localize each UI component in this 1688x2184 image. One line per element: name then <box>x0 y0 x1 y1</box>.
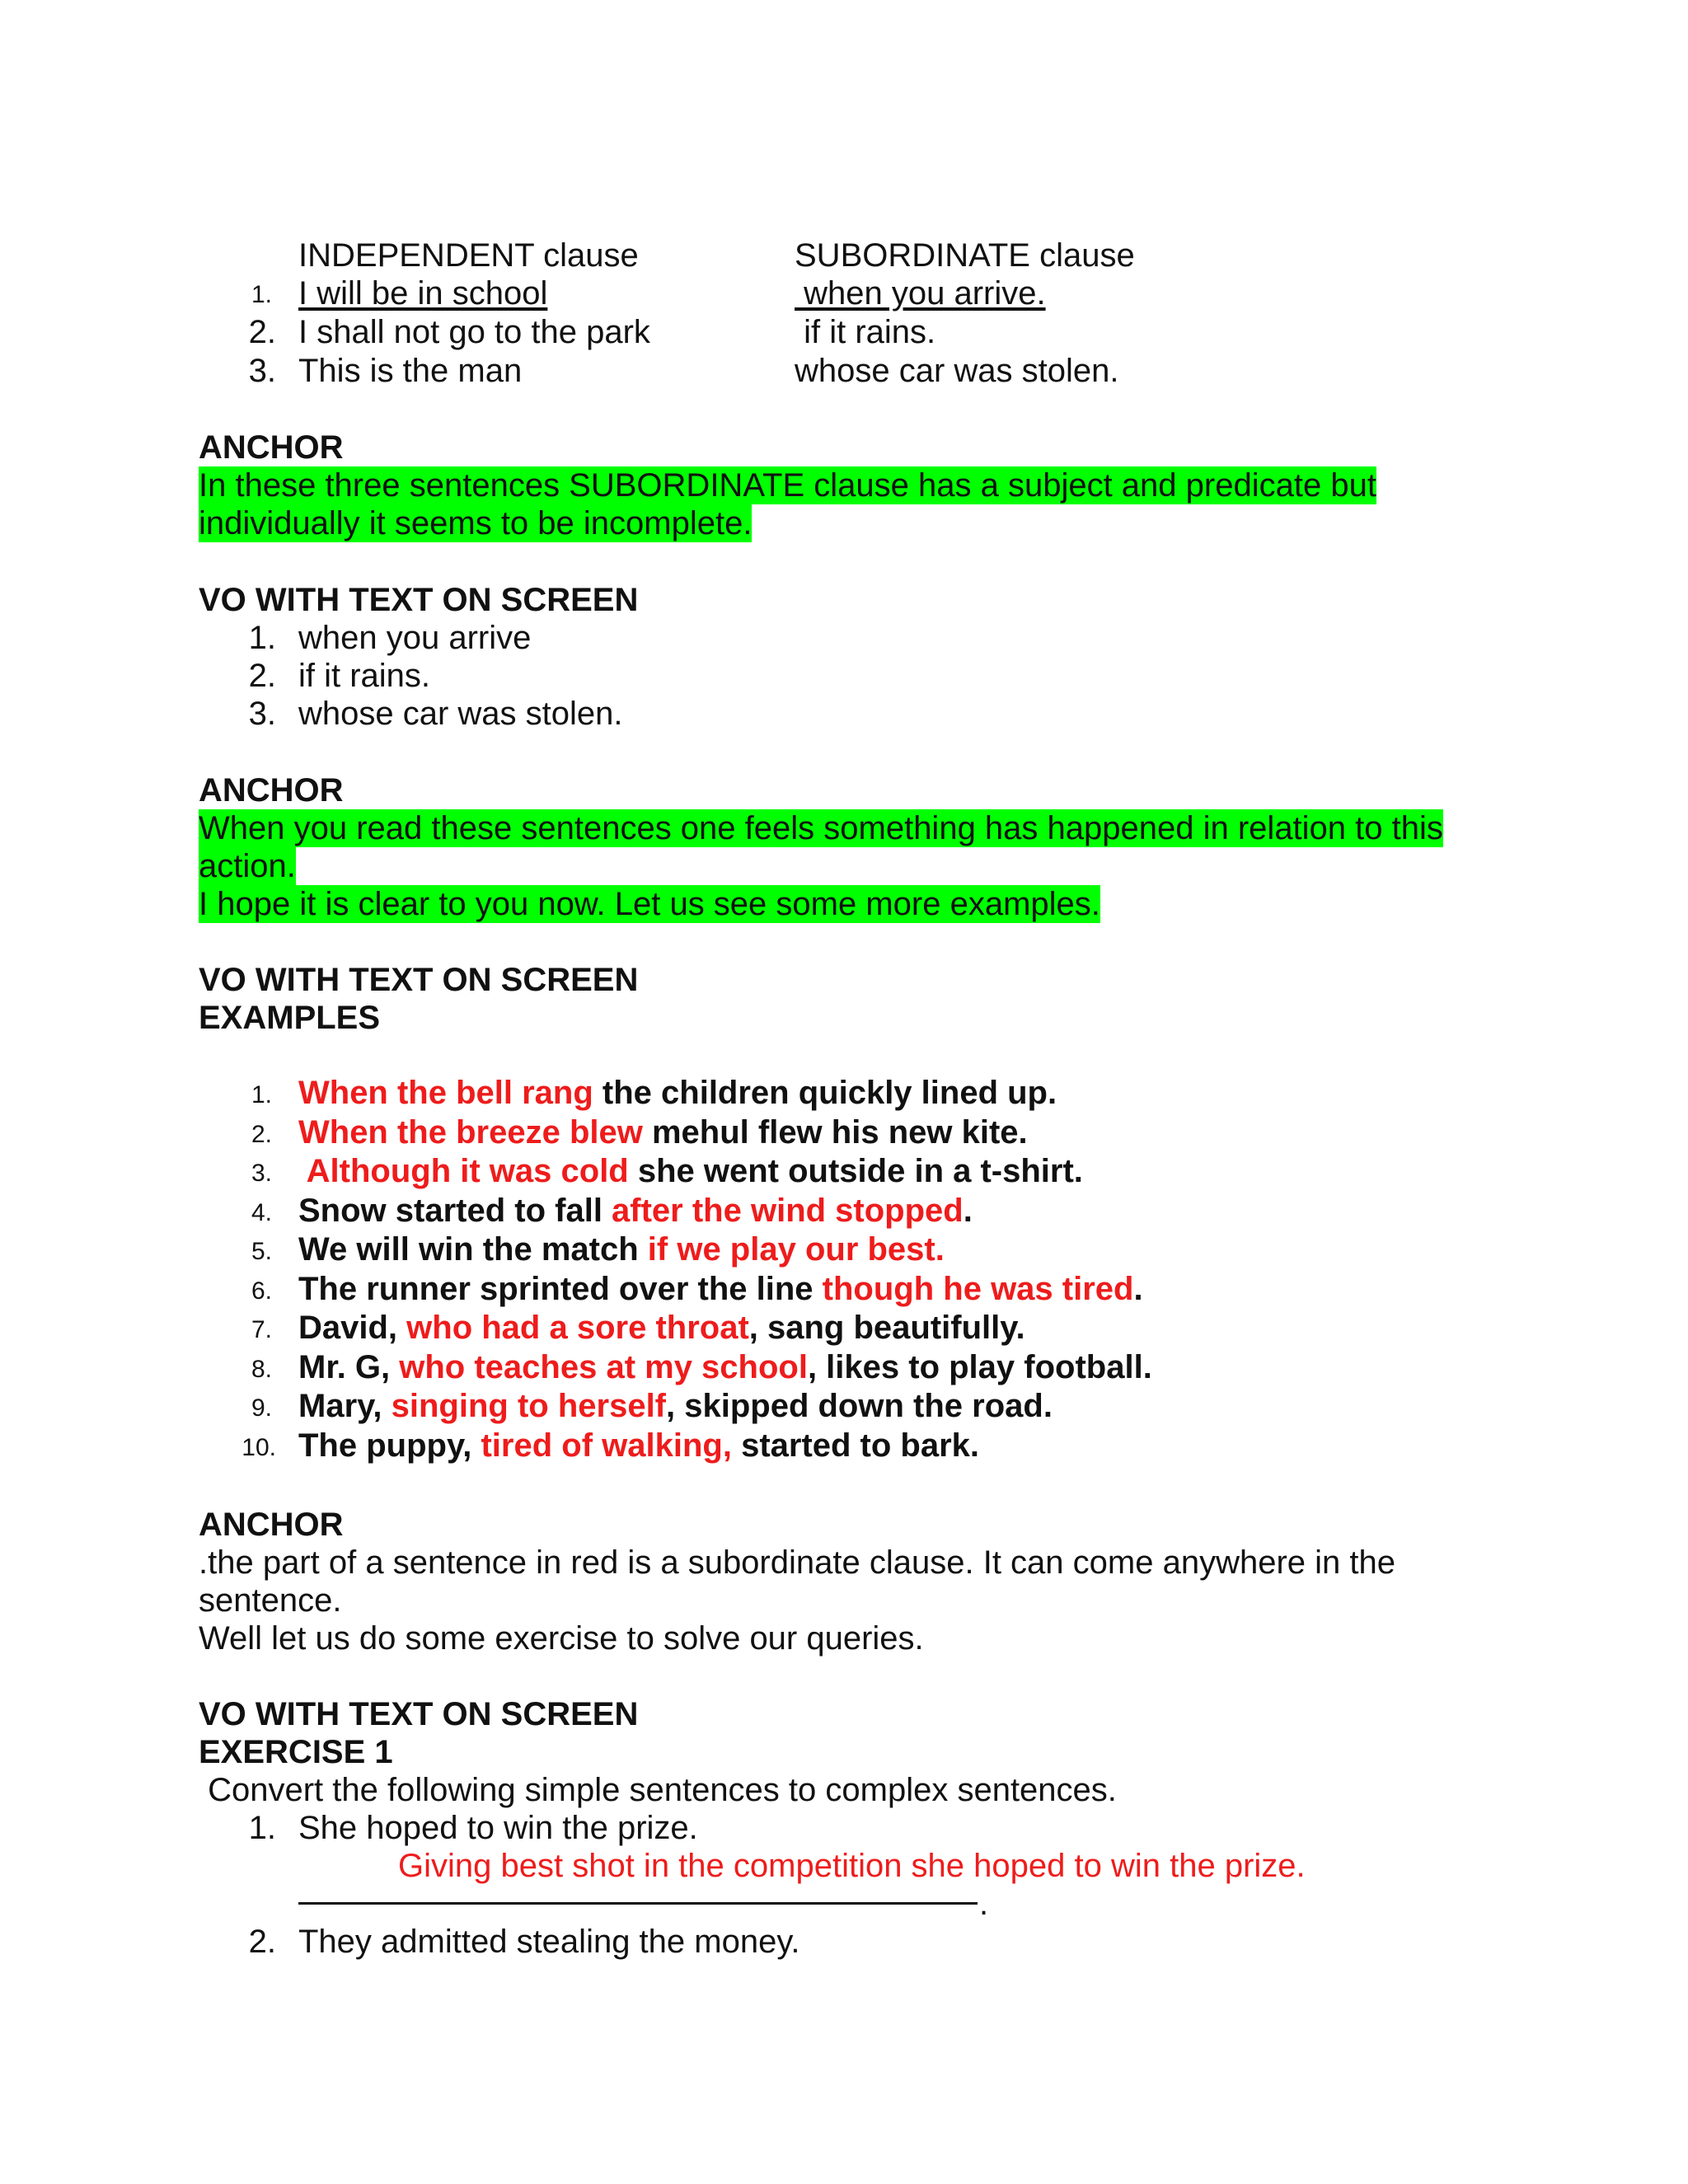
exercise-heading: EXERCISE 1 <box>199 1734 393 1770</box>
anchor-text-line: Well let us do some exercise to solve our queries. <box>199 1620 924 1657</box>
example-subordinate-clause: singing to herself <box>391 1388 666 1424</box>
example-number: 5. <box>251 1238 272 1265</box>
vo-heading: VO WITH TEXT ON SCREEN <box>199 582 639 618</box>
example-number: 8. <box>251 1356 272 1383</box>
example-number: 10. <box>241 1434 276 1461</box>
vo-heading: VO WITH TEXT ON SCREEN <box>199 962 639 998</box>
list-number: 1. <box>248 1810 276 1846</box>
example-subordinate-clause: tired of walking, <box>481 1427 732 1464</box>
example-subordinate-clause: after the wind stopped <box>612 1193 964 1229</box>
anchor-text-line: When you read these sentences one feels something has happened in relation to this <box>199 810 1443 846</box>
example-main-clause: The puppy, <box>298 1427 481 1464</box>
subordinate-clause-text: if it rains. <box>795 314 936 350</box>
example-main-clause: mehul flew his new kite. <box>642 1114 1028 1151</box>
independent-clause-text: I will be in school <box>298 275 548 312</box>
example-main-clause <box>298 1153 307 1189</box>
clause-row-number: 3. <box>248 353 276 389</box>
example-main-clause: she went outside in a t-shirt. <box>628 1153 1083 1189</box>
anchor-heading: ANCHOR <box>199 772 344 808</box>
answer-blank-period: . <box>979 1886 989 1922</box>
example-main-clause: Mary, <box>298 1388 392 1424</box>
example-main-clause: Snow started to fall <box>298 1193 612 1229</box>
example-number: 6. <box>251 1277 272 1305</box>
example-subordinate-clause: if we play our best. <box>647 1231 945 1268</box>
example-sentence <box>298 1074 1057 1112</box>
independent-clause-header: INDEPENDENT clause <box>298 237 639 274</box>
example-sentence <box>298 1152 1083 1190</box>
example-subordinate-clause: When the breeze blew <box>298 1114 643 1151</box>
subordinate-clause-text: whose car was stolen. <box>795 353 1119 389</box>
list-number: 2. <box>248 658 276 694</box>
clause-row-number: 1. <box>251 281 272 308</box>
independent-clause-text: I shall not go to the park <box>298 314 650 350</box>
exercise-question: She hoped to win the prize. <box>298 1810 698 1846</box>
example-subordinate-clause: who had a sore throat <box>406 1310 749 1346</box>
example-main-clause: The runner sprinted over the line <box>298 1271 823 1307</box>
subordinate-clause-text: when you arrive. <box>795 275 1046 312</box>
example-subordinate-clause: though he was tired <box>822 1271 1134 1307</box>
example-main-clause: , likes to play football. <box>807 1349 1152 1385</box>
anchor-heading: ANCHOR <box>199 1507 344 1543</box>
anchor-text-line: .the part of a sentence in red is a subordinate clause. It can come anywhere in the <box>199 1544 1395 1581</box>
example-sentence <box>298 1192 973 1230</box>
example-main-clause: David, <box>298 1310 407 1346</box>
example-main-clause: . <box>1133 1271 1143 1307</box>
exercise-instruction: Convert the following simple sentences to complex sentences. <box>199 1772 1117 1808</box>
example-sentence <box>298 1427 979 1465</box>
example-main-clause: started to bark. <box>731 1427 980 1464</box>
subordinate-clause-header: SUBORDINATE clause <box>795 237 1135 274</box>
example-number: 1. <box>251 1081 272 1108</box>
example-main-clause: the children quickly lined up. <box>593 1075 1057 1111</box>
anchor-heading: ANCHOR <box>199 429 344 466</box>
exercise-answer: Giving best shot in the competition she hoped to win the prize. <box>398 1848 1306 1884</box>
example-subordinate-clause: who teaches at my school <box>399 1349 808 1385</box>
example-main-clause: Mr. G, <box>298 1349 400 1385</box>
list-number: 1. <box>248 620 276 656</box>
anchor-text-line: I hope it is clear to you now. Let us see some more examples. <box>199 886 1100 922</box>
example-number: 4. <box>251 1199 272 1226</box>
examples-heading: EXAMPLES <box>199 1000 381 1036</box>
example-main-clause: . <box>963 1193 973 1229</box>
independent-clause-text: This is the man <box>298 353 523 389</box>
example-sentence <box>298 1113 1028 1151</box>
anchor-text-line: individually it seems to be incomplete. <box>199 505 753 541</box>
example-main-clause: , skipped down the road. <box>666 1388 1053 1424</box>
vo-heading: VO WITH TEXT ON SCREEN <box>199 1696 639 1732</box>
anchor-text-line: action. <box>199 848 296 884</box>
example-sentence <box>298 1387 1053 1425</box>
clause-row-number: 2. <box>248 314 276 350</box>
example-number: 2. <box>251 1121 272 1148</box>
list-item: if it rains. <box>298 658 431 694</box>
example-main-clause: , sang beautifully. <box>748 1310 1025 1346</box>
example-sentence <box>298 1270 1143 1308</box>
exercise-question: They admitted stealing the money. <box>298 1924 800 1960</box>
example-main-clause: We will win the match <box>298 1231 648 1268</box>
anchor-text-line: In these three sentences SUBORDINATE clause has a subject and predicate but <box>199 467 1376 504</box>
answer-blank-line <box>298 1902 978 1905</box>
list-number: 3. <box>248 696 276 732</box>
list-item: when you arrive <box>298 620 532 656</box>
example-number: 3. <box>251 1160 272 1187</box>
example-sentence <box>298 1348 1152 1386</box>
example-sentence <box>298 1309 1025 1347</box>
anchor-text-line: sentence. <box>199 1582 342 1619</box>
example-sentence <box>298 1230 945 1268</box>
example-subordinate-clause: Although it was cold <box>306 1153 629 1189</box>
list-number: 2. <box>248 1924 276 1960</box>
example-number: 7. <box>251 1316 272 1343</box>
example-subordinate-clause: When the bell rang <box>298 1075 593 1111</box>
list-item: whose car was stolen. <box>298 696 623 732</box>
example-number: 9. <box>251 1394 272 1422</box>
